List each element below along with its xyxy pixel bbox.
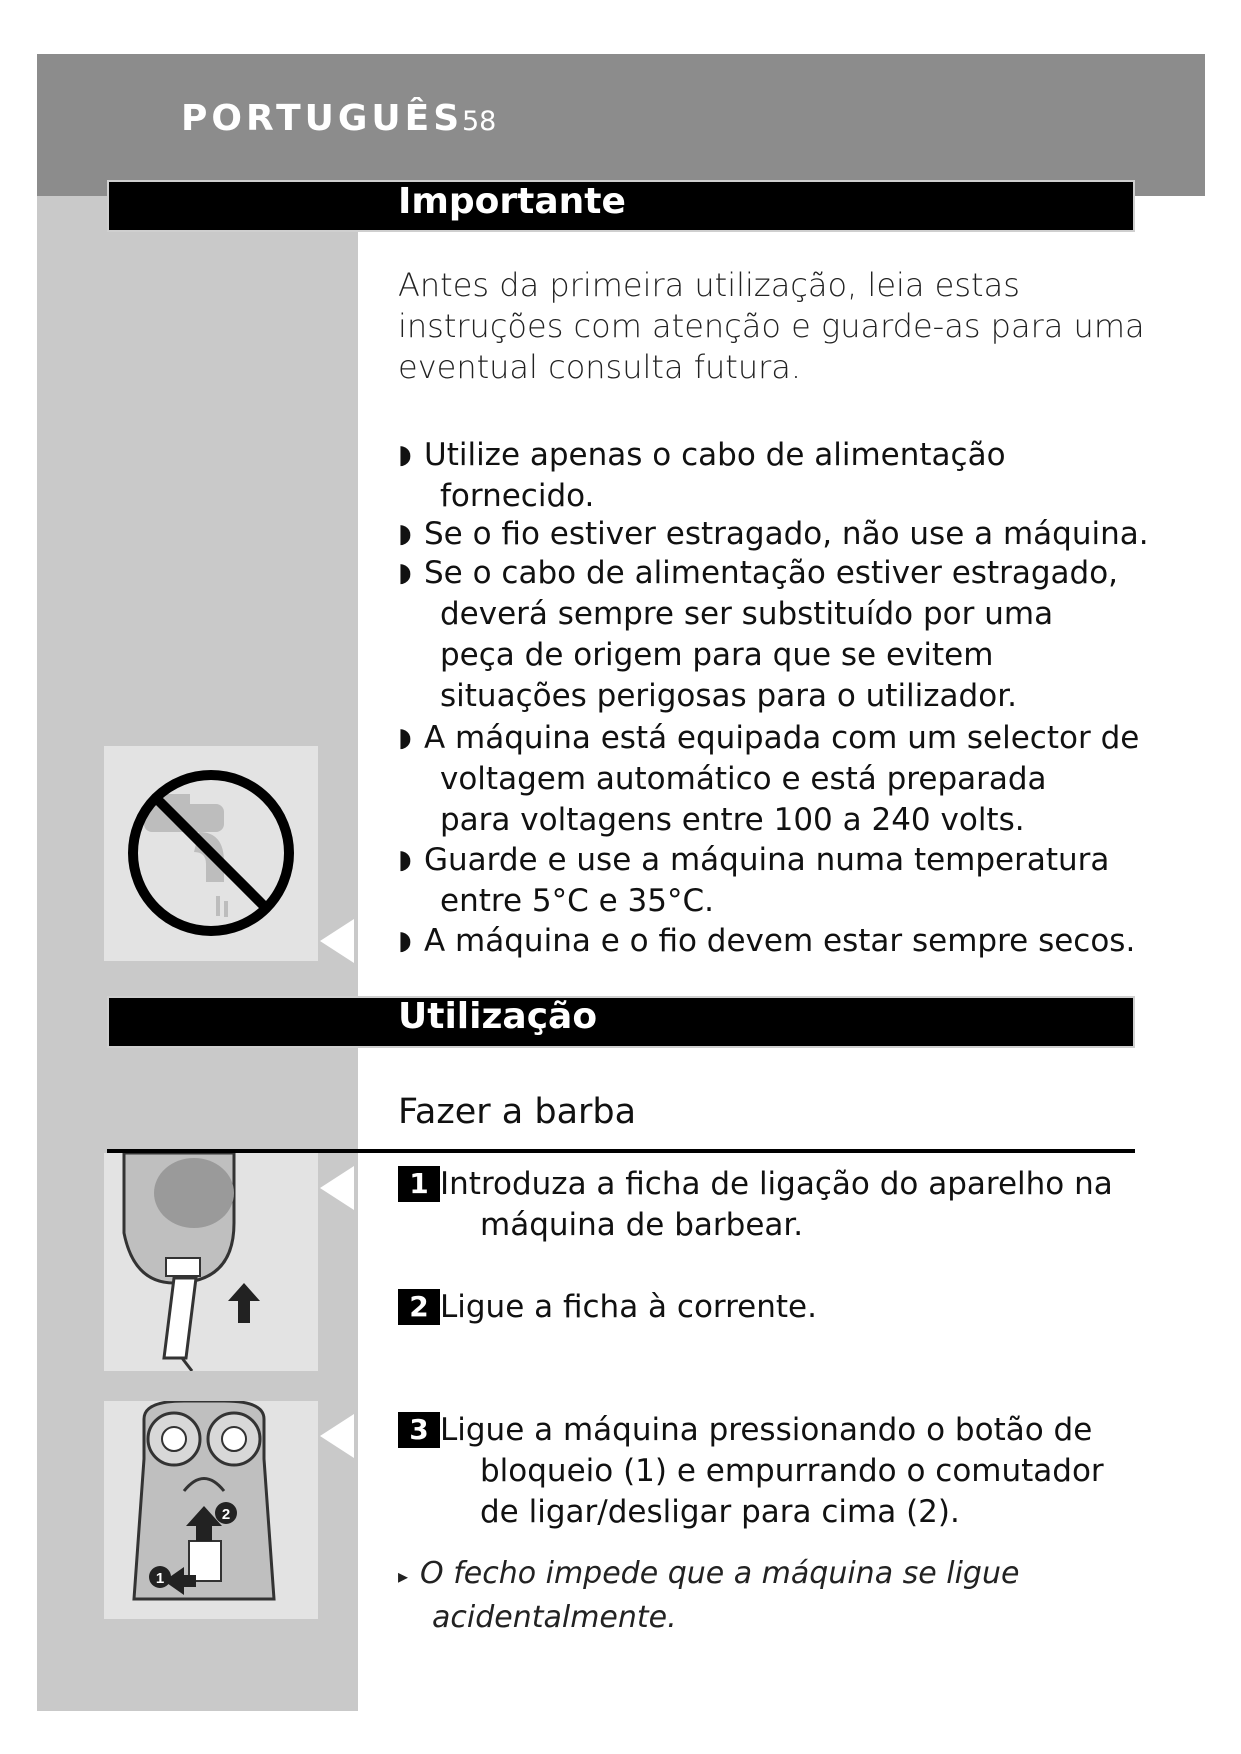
step-2 [398,1287,1178,1328]
language-title: PORTUGUÊS [181,98,464,139]
bullet-icon: ◗ [398,723,412,753]
no-water-illustration [104,746,318,961]
note-text-cont: acidentalmente. [432,1600,677,1635]
list-item-text-cont: fornecido. [440,478,595,514]
callout-pointer [320,1414,354,1458]
bullet-icon: ◗ [398,845,412,875]
plug-illustration [104,1153,318,1371]
list-item-text: Guarde e use a máquina numa temperatura [424,842,1110,878]
shaver-switch-illustration [104,1401,318,1619]
note-text: O fecho impede que a máquina se ligue [420,1556,1020,1591]
intro-paragraph: Antes da primeira utilização, leia estas instruções com atenção e guarde-as para uma eventual consulta futura. [398,266,1145,386]
list-item-text-cont: deverá sempre ser substituído por uma peça de origem para que se evitem situações perigosas para o utilizador. [440,596,1054,714]
step-text-cont: bloqueio (1) e empurrando o comutador de ligar/desligar para cima (2). [480,1453,1104,1530]
bullet-icon: ◗ [398,558,412,588]
step-number-badge: 3 [398,1412,440,1448]
shaver-icon [104,1401,318,1619]
list-item-text-cont: entre 5°C e 35°C. [440,883,714,919]
list-item [398,840,1168,922]
step-text: Ligue a ficha à corrente. [440,1289,817,1325]
list-item [398,553,1168,717]
list-item-text-cont: voltagem automático e está preparada para voltagens entre 100 a 240 volts. [440,761,1047,838]
step-text: Introduza a ficha de ligação do aparelho na [440,1166,1113,1202]
step-text-cont: máquina de barbear. [480,1207,804,1243]
step-3 [398,1410,1178,1533]
plug-connect-icon [104,1153,318,1371]
list-item-text: Se o fio estiver estragado, não use a máquina. [424,516,1149,552]
step-number-badge: 2 [398,1289,440,1325]
callout-pointer [320,1166,354,1210]
list-item [398,921,1168,962]
section-title-important: Importante [398,181,626,222]
step-number-badge: 1 [398,1166,440,1202]
step-1 [398,1164,1178,1246]
step-text: Ligue a máquina pressionando o botão de [440,1412,1093,1448]
callout-2-label: 2 [221,1506,231,1523]
section-title-use: Utilização [398,996,598,1037]
section-bar-use [107,996,1135,1048]
list-item-text: A máquina e o fio devem estar sempre secos. [424,923,1136,959]
arrow-right-icon: ▸ [398,1564,409,1588]
list-item-text: Se o cabo de alimentação estiver estragado, [424,555,1119,591]
list-item-text: Utilize apenas o cabo de alimentação [424,437,1006,473]
list-item [398,718,1168,841]
page-number: 58 [462,106,497,137]
list-item [398,435,1168,517]
bullet-icon: ◗ [398,519,412,549]
result-note [398,1553,1158,1639]
callout-pointer [320,919,354,963]
bullet-icon: ◗ [398,926,412,956]
list-item-text: A máquina está equipada com um selector de [424,720,1140,756]
no-water-icon [104,746,318,961]
callout-1-label: 1 [155,1570,165,1587]
list-item [398,514,1168,555]
bullet-icon: ◗ [398,440,412,470]
subheading-shaving: Fazer a barba [398,1092,637,1132]
